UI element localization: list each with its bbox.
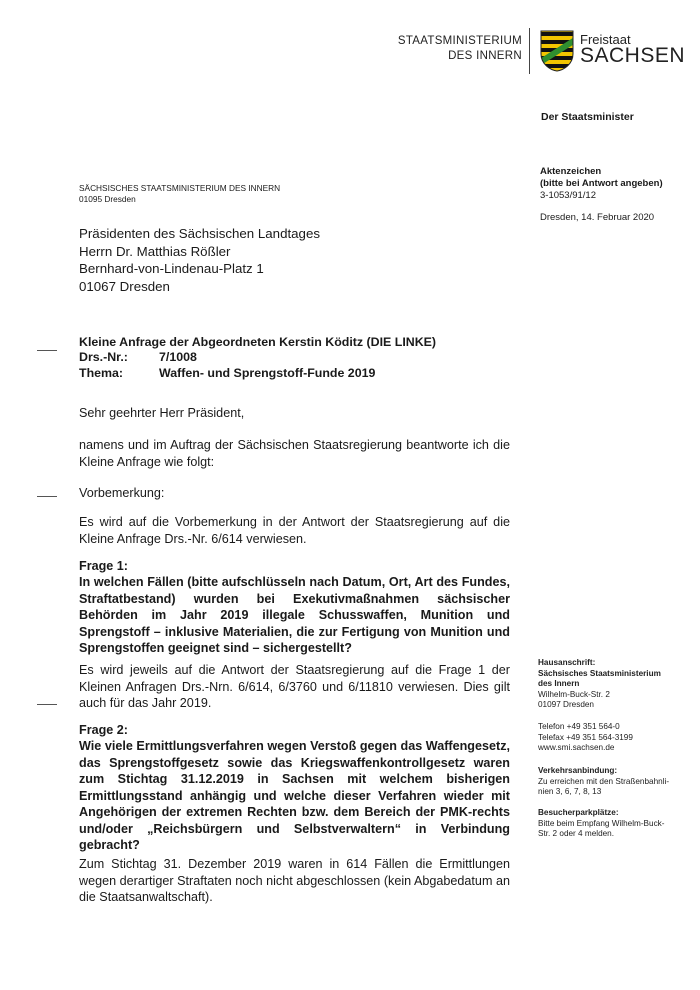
sender-line-1: SÄCHSISCHES STAATSMINISTERIUM DES INNERN bbox=[79, 183, 281, 193]
recipient-address bbox=[79, 225, 320, 295]
hausanschrift-line: des Innern bbox=[538, 679, 580, 689]
website-link[interactable]: www.smi.sachsen.de bbox=[538, 743, 615, 753]
antwort2-text: Zum Stichtag 31. Dezember 2019 waren in 614 Fällen die Ermittlungen wegen derartiger Straftaten noch nicht abgeschlossen (kein Abgabedatum an die Staatsanwaltschaft). bbox=[79, 857, 510, 904]
sender-line-2: 01095 Dresden bbox=[79, 193, 136, 204]
aktenzeichen-label: Aktenzeichen bbox=[540, 166, 602, 177]
ministry-name bbox=[398, 34, 522, 64]
verkehr-line: Zu erreichen mit den Straßenbahnli- bbox=[538, 776, 670, 786]
parken-line: Bitte beim Empfang Wilhelm-Buck- bbox=[538, 818, 665, 828]
subject-block bbox=[79, 335, 436, 381]
saxony-coat-of-arms-icon bbox=[540, 30, 574, 72]
greeting: Sehr geehrter Herr Präsident, bbox=[79, 406, 245, 420]
aktenzeichen-block bbox=[540, 166, 663, 202]
recipient-line: Herrn Dr. Matthias Rößler bbox=[79, 243, 231, 259]
recipient-line: 01067 Dresden bbox=[79, 278, 170, 294]
verkehr-block bbox=[538, 766, 678, 798]
city: 01097 Dresden bbox=[538, 700, 594, 710]
subject-thema-row bbox=[79, 366, 436, 381]
drs-value: 7/1008 bbox=[159, 350, 197, 365]
verkehr-line: nien 3, 6, 7, 8, 13 bbox=[538, 787, 602, 797]
recipient-line: Bernhard-von-Lindenau-Platz 1 bbox=[79, 261, 264, 277]
contact-block bbox=[538, 722, 678, 754]
brand-main: SACHSEN bbox=[580, 44, 686, 67]
verkehr-label: Verkehrsanbindung: bbox=[538, 766, 618, 775]
fold-mark bbox=[37, 496, 57, 497]
thema-value: Waffen- und Sprengstoff-Funde 2019 bbox=[159, 365, 376, 380]
frage2-label: Frage 2: bbox=[79, 723, 128, 737]
frage1-text: In welchen Fällen (bitte aufschlüsseln nach Datum, Ort, Art des Fundes, Straftatbestand) wurden bei Exekutivmaßnahmen sächsischer Behörden im Jahr 2019 illegale Schusswaffen, Munition und Sprengstoff – inklusive Materialien, die zur Fertigung von Munition und Sprengstoffen geeignet sind – sichergestellt? bbox=[79, 575, 510, 655]
header-divider bbox=[529, 28, 530, 74]
minister-title: Der Staatsminister bbox=[541, 111, 634, 123]
thema-label: Thema: bbox=[79, 365, 124, 380]
drs-label: Drs.-Nr.: bbox=[79, 350, 128, 365]
vorbemerkung-label: Vorbemerkung: bbox=[79, 486, 165, 500]
street: Wilhelm-Buck-Str. 2 bbox=[538, 689, 610, 699]
vorbemerkung-text: Es wird auf die Vorbemerkung in der Antwort der Staatsregierung auf die Kleine Anfrage Drs.-Nr. 6/614 verwiesen. bbox=[79, 515, 510, 546]
ministry-line-1: STAATSMINISTERIUM bbox=[397, 35, 522, 47]
ministry-line-2: DES INNERN bbox=[448, 50, 522, 62]
subject-line: Kleine Anfrage der Abgeordneten Kerstin Köditz (DIE LINKE) bbox=[79, 335, 437, 349]
hausanschrift-block bbox=[538, 658, 678, 711]
date-line: Dresden, 14. Februar 2020 bbox=[540, 212, 655, 223]
intro-paragraph: namens und im Auftrag der Sächsischen Staatsregierung beantworte ich die Kleine Anfrage wie folgt: bbox=[79, 438, 510, 469]
recipient-line: Präsidenten des Sächsischen Landtages bbox=[79, 226, 320, 241]
frage2-text: Wie viele Ermittlungsverfahren wegen Verstoß gegen das Waffengesetz, das Sprengstoffgesetz sowie das Kriegswaffenkontrollgesetz waren zum Stichtag 31.12.2019 in Sachsen mit welchem bisherigen Ermittlungsstand anhängig und welche dieser Verfahren wieder mit Angehörigen der extremen Rechten bzw. dem Bereich der PMK-rechts und/oder „Reichsbürgern und Selbstverwaltern“ in Verbindung gebracht? bbox=[79, 739, 510, 852]
subject-drs-row bbox=[79, 350, 436, 365]
parken-block bbox=[538, 808, 678, 840]
hausanschrift-label: Hausanschrift: bbox=[538, 658, 596, 667]
parken-line: Str. 2 oder 4 melden. bbox=[538, 829, 615, 839]
telefon: Telefon +49 351 564-0 bbox=[538, 722, 620, 731]
frage1-label: Frage 1: bbox=[79, 559, 128, 573]
fold-mark bbox=[37, 350, 57, 351]
aktenzeichen-hint: (bitte bei Antwort angeben) bbox=[540, 178, 663, 189]
aktenzeichen-value: 3-1053/91/12 bbox=[540, 190, 596, 201]
antwort1-text: Es wird jeweils auf die Antwort der Staatsregierung auf die Frage 1 der Kleinen Anfragen Drs.-Nrn. 6/614, 6/3760 und 6/11810 verwiesen. Dies gilt auch für das Jahr 2019. bbox=[79, 663, 510, 710]
brand-top: Freistaat bbox=[580, 32, 631, 47]
fold-mark bbox=[37, 704, 57, 705]
parken-label: Besucherparkplätze: bbox=[538, 808, 619, 817]
hausanschrift-line: Sächsisches Staatsministerium bbox=[538, 668, 661, 678]
telefax: Telefax +49 351 564-3199 bbox=[538, 732, 633, 742]
sender-line bbox=[79, 183, 280, 204]
